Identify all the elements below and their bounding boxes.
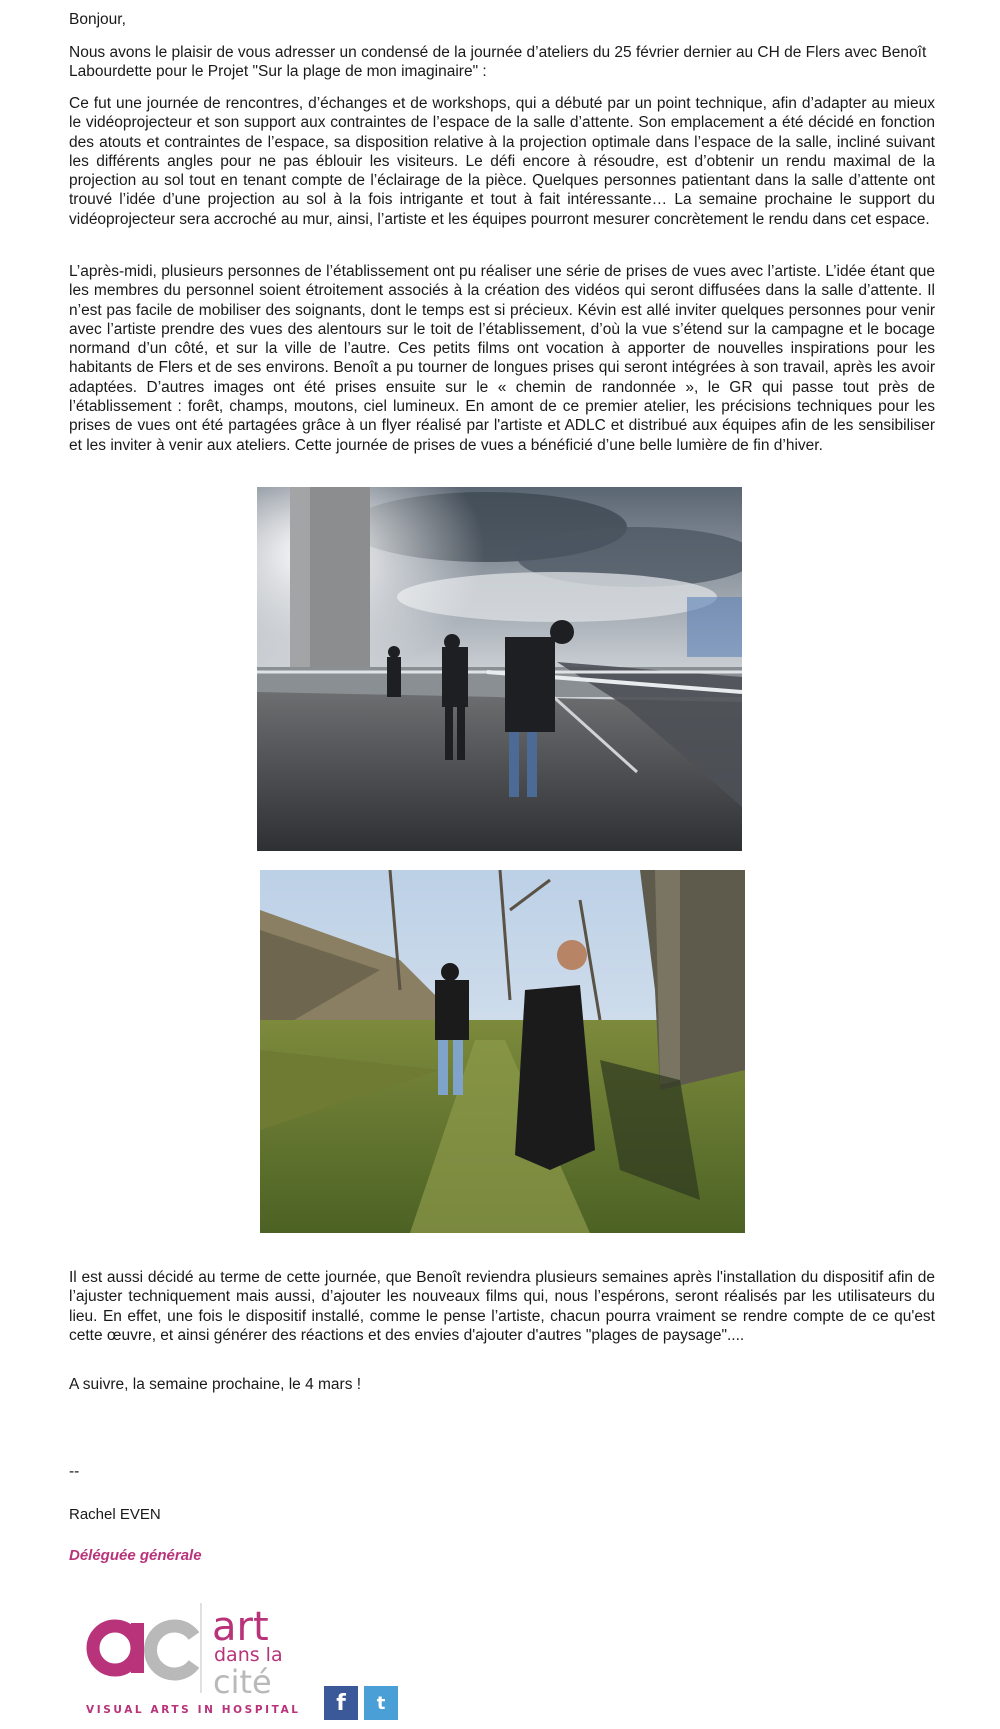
morning-paragraph: Ce fut une journée de rencontres, d’échanges et de workshops, qui a débuté par un point technique, afin d’adapter au mieux le vidéoprojecteur et son support aux contraintes de l’espace de la salle d’attente. Son emplacement a été décidé en fonction des atouts et contraintes de l’espace, sa disposition relative à la projection optimale dans l’espace de la salle, incliné suivant les différents angles pour ne pas éblouir les visiteurs. Le défi encore à résoudre, est d’obtenir un rendu maximal de la projection au sol tout en tenant compte de l’éclairage de la pièce. Quelques personnes patientant dans la salle d’attente ont trouvé l’idée d’une projection au sol à la fois intrigante et tout à fait intéressante… La semaine prochaine le support du vidéoprojecteur sera accroché au mur, ainsi, l’artiste et les équipes pourront mesurer concrètement le rendu dans cet espace. [69, 95, 935, 228]
art-dans-la-cite-logo [86, 1598, 310, 1718]
next-date-paragraph: A suivre, la semaine prochaine, le 4 mars ! [69, 1376, 362, 1393]
twitter-icon[interactable]: t [364, 1686, 398, 1720]
signature-separator: -- [69, 1463, 80, 1480]
forest-path-photo [260, 870, 745, 1233]
forest-path-photo-graphic [260, 870, 745, 1233]
facebook-icon[interactable]: f [324, 1686, 358, 1720]
afternoon-paragraph: L’après-midi, plusieurs personnes de l’établissement ont pu réaliser une série de prises de vues avec l’artiste. L’idée étant que les membres du personnel soient étroitement associés à la création des vidéos qui seront diffusées dans la salle d’attente. Il n’est pas facile de mobiliser des soignants, dont le temps est si précieux. Kévin est allé inviter quelques personnes pour venir avec l’artiste prendre des vues des alentours sur le toit de l’établissement, d’où la vue s’étend sur la campagne et le bocage normand d’un côté, et sur la ville de l’autre. Ces petits films ont vocation à apporter de nouvelles inspirations pour les habitants de Flers et de ses environs. Benoît a pu tourner de longues prises qui seront intégrées à son travail, après les avoir adaptées. D’autres images ont été prises ensuite sur le « chemin de randonnée », le GR qui passe tout près de l’établissement : forêt, champs, moutons, ciel lumineux. En amont de ce premier atelier, les précisions techniques pour les prises de vues ont été partagées grâce à un flyer réalisé par l'artiste et ADLC et distribué aux équipes afin de les sensibiliser et les inviter à venir aux ateliers. Cette journée de prises de vues a bénéficié d’une belle lumière de fin d’hiver. [69, 263, 935, 454]
logo-tagline: VISUAL ARTS IN HOSPITAL [86, 1704, 301, 1716]
followup-paragraph: Il est aussi décidé au terme de cette journée, que Benoît reviendra plusieurs semaines après l'installation du dispositif afin de l’ajuster techniquement mais aussi, d’ajouter les nouveaux films qui, nous l’espérons, seront réalisés par les utilisateurs du lieu. En effet, une fois le dispositif installé, comme le pense l’artiste, chacun pourra vraiment se rendre compte de ce qu'est cette œuvre, et ainsi générer des réactions et des envies d'ajouter d'autres "plages de paysage".... [69, 1269, 935, 1344]
signature-name: Rachel EVEN [69, 1506, 161, 1523]
logo-graphic [86, 1598, 310, 1718]
logo-word-dans-la: dans la [214, 1644, 283, 1666]
signature-role: Déléguée générale [69, 1547, 202, 1564]
intro-paragraph: Nous avons le plaisir de vous adresser un condensé de la journée d’ateliers du 25 février dernier au CH de Flers avec Benoît Labourdette pour le Projet "Sur la plage de mon imaginaire" : [69, 44, 927, 81]
rooftop-photo [257, 487, 742, 851]
rooftop-photo-graphic [257, 487, 742, 851]
logo-word-art: art [212, 1604, 269, 1650]
greeting: Bonjour, [69, 11, 126, 28]
logo-word-cite: cité [213, 1663, 272, 1701]
